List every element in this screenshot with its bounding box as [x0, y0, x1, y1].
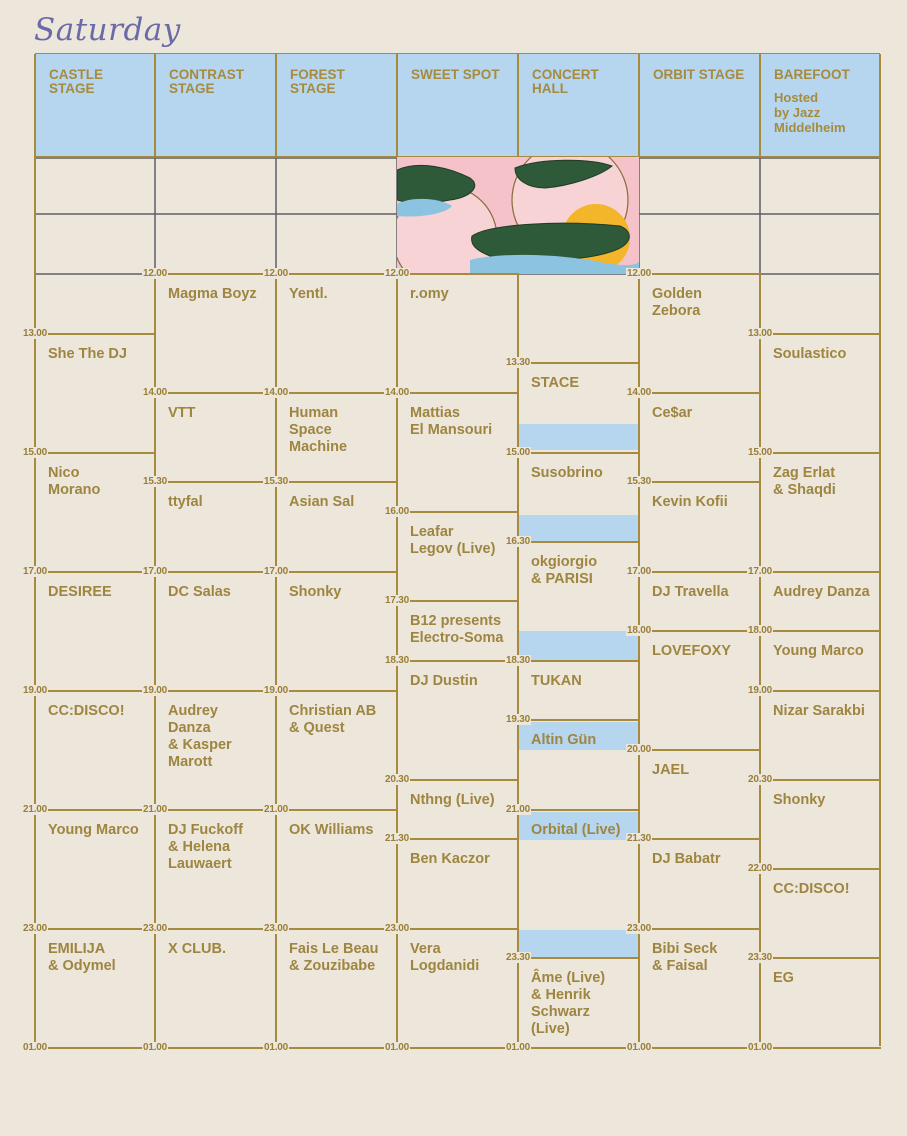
act-dc-salas: DC Salas — [168, 584, 231, 600]
time-label: 21.30 — [627, 833, 652, 844]
stage-header-sweet-spot — [398, 54, 517, 156]
act-zag-erlat-shaqdi: Zag Erlat & Shaqdi — [773, 465, 836, 498]
time-label: 23.00 — [385, 923, 410, 934]
time-label: 15.00 — [23, 447, 48, 458]
act-jael: JAEL — [652, 762, 690, 778]
time-label: 15.30 — [627, 476, 652, 487]
time-label: 21.00 — [506, 804, 531, 815]
act-r-omy: r.omy — [410, 286, 449, 302]
act-dj-babatr: DJ Babatr — [652, 851, 721, 867]
time-label: 15.00 — [506, 447, 531, 458]
act-b12-presents-electro-soma: B12 presents Electro-Soma — [410, 613, 504, 646]
time-label: 21.00 — [143, 804, 168, 815]
stage-name: ORBIT STAGE — [653, 67, 745, 82]
time-label: 17.00 — [264, 566, 289, 577]
act-orbital-live: Orbital (Live) — [531, 822, 621, 838]
sun-over-island-illustration — [393, 142, 639, 290]
time-label: 19.00 — [748, 685, 773, 696]
act-cc-disco: CC:DISCO! — [48, 703, 125, 719]
time-label: 01.00 — [143, 1042, 168, 1053]
act-kevin-kofii: Kevin Kofii — [652, 494, 728, 510]
time-label: 22.00 — [748, 863, 773, 874]
act-susobrino: Susobrino — [531, 465, 603, 481]
time-label: 15.30 — [264, 476, 289, 487]
act-yentl: Yentl. — [289, 286, 328, 302]
stage-name: CASTLE STAGE — [49, 67, 103, 96]
act-x-club: X CLUB. — [168, 941, 226, 957]
stage-header-contrast-stage — [156, 54, 275, 156]
act-dj-dustin: DJ Dustin — [410, 673, 478, 689]
act-audrey-danza: Audrey Danza — [773, 584, 870, 600]
day-title: Saturday — [34, 12, 181, 48]
time-label: 16.30 — [506, 536, 531, 547]
act-emilija-odymel: EMILIJA & Odymel — [48, 941, 116, 974]
time-label: 12.00 — [627, 268, 652, 279]
stage-name: CONTRAST STAGE — [169, 67, 244, 96]
time-label: 12.00 — [385, 268, 410, 279]
time-label: 18.30 — [385, 655, 410, 666]
act-me-live-henrik-schwarz-live: Âme (Live) & Henrik Schwarz (Live) — [531, 970, 606, 1037]
time-label: 23.00 — [264, 923, 289, 934]
time-label: 23.00 — [627, 923, 652, 934]
time-label: 23.00 — [23, 923, 48, 934]
act-ttyfal: ttyfal — [168, 494, 203, 510]
act-nthng-live: Nthng (Live) — [410, 792, 495, 808]
time-label: 21.30 — [385, 833, 410, 844]
act-dj-fuckoff-helena-lauwaert: DJ Fuckoff & Helena Lauwaert — [168, 822, 243, 872]
time-label: 19.00 — [264, 685, 289, 696]
act-nizar-sarakbi: Nizar Sarakbi — [773, 703, 865, 719]
time-label: 14.00 — [143, 387, 168, 398]
time-label: 20.30 — [748, 774, 773, 785]
act-altin-g-n: Altin Gün — [531, 732, 597, 748]
time-label: 17.00 — [23, 566, 48, 577]
time-label: 12.00 — [143, 268, 168, 279]
stage-header-barefoot — [761, 54, 879, 156]
time-label: 14.00 — [264, 387, 289, 398]
act-vtt: VTT — [168, 405, 196, 421]
act-dj-travella: DJ Travella — [652, 584, 729, 600]
time-label: 23.00 — [143, 923, 168, 934]
act-magma-boyz: Magma Boyz — [168, 286, 257, 302]
time-label: 01.00 — [748, 1042, 773, 1053]
stage-header-castle-stage — [36, 54, 154, 156]
time-label: 17.00 — [143, 566, 168, 577]
time-label: 13.00 — [748, 328, 773, 339]
time-label: 20.00 — [627, 744, 652, 755]
act-fais-le-beau-zouzibabe: Fais Le Beau & Zouzibabe — [289, 941, 379, 974]
time-label: 01.00 — [23, 1042, 48, 1053]
time-label: 14.00 — [385, 387, 410, 398]
time-label: 01.00 — [506, 1042, 531, 1053]
time-label: 18.30 — [506, 655, 531, 666]
stage-header-concert-hall — [519, 54, 638, 156]
act-golden-zebora: Golden Zebora — [652, 286, 702, 319]
time-label: 01.00 — [264, 1042, 289, 1053]
act-young-marco: Young Marco — [48, 822, 139, 838]
act-shonky: Shonky — [773, 792, 826, 808]
time-label: 13.30 — [506, 357, 531, 368]
time-label: 01.00 — [385, 1042, 410, 1053]
time-label: 15.00 — [748, 447, 773, 458]
time-label: 18.00 — [748, 625, 773, 636]
time-label: 13.00 — [23, 328, 48, 339]
act-bibi-seck-faisal: Bibi Seck & Faisal — [652, 941, 718, 974]
act-stace: STACE — [531, 375, 580, 391]
stage-name: CONCERT HALL — [532, 67, 599, 96]
act-mattias-el-mansouri: Mattias El Mansouri — [410, 405, 493, 438]
act-vera-logdanidi: Vera Logdanidi — [410, 941, 480, 974]
act-tukan: TUKAN — [531, 673, 582, 689]
time-label: 01.00 — [627, 1042, 652, 1053]
time-label: 15.30 — [143, 476, 168, 487]
act-human-space-machine: Human Space Machine — [289, 405, 348, 455]
time-label: 19.00 — [143, 685, 168, 696]
act-lovefoxy: LOVEFOXY — [652, 643, 731, 659]
time-label: 17.00 — [748, 566, 773, 577]
act-soulastico: Soulastico — [773, 346, 847, 362]
stage-name: FOREST STAGE — [290, 67, 345, 96]
stage-host-note: Hosted by Jazz Middelheim — [774, 90, 846, 135]
act-asian-sal: Asian Sal — [289, 494, 355, 510]
stage-name: SWEET SPOT — [411, 67, 500, 82]
time-label: 21.00 — [264, 804, 289, 815]
stage-header-forest-stage — [277, 54, 396, 156]
time-label: 17.30 — [385, 595, 410, 606]
act-okgiorgio-parisi: okgiorgio & PARISI — [531, 554, 598, 587]
time-label: 19.00 — [23, 685, 48, 696]
act-shonky: Shonky — [289, 584, 342, 600]
act-young-marco: Young Marco — [773, 643, 864, 659]
time-label: 23.30 — [748, 952, 773, 963]
act-nico-morano: Nico Morano — [48, 465, 101, 498]
time-label: 12.00 — [264, 268, 289, 279]
act-ben-kaczor: Ben Kaczor — [410, 851, 490, 867]
act-christian-ab-quest: Christian AB & Quest — [289, 703, 377, 736]
time-label: 16.00 — [385, 506, 410, 517]
time-label: 21.00 — [23, 804, 48, 815]
act-ce-ar: Ce$ar — [652, 405, 693, 421]
time-label: 18.00 — [627, 625, 652, 636]
time-label: 20.30 — [385, 774, 410, 785]
time-label: 14.00 — [627, 387, 652, 398]
act-cc-disco: CC:DISCO! — [773, 881, 850, 897]
act-audrey-danza-kasper-marott: Audrey Danza & Kasper Marott — [168, 703, 232, 770]
act-leafar-legov-live: Leafar Legov (Live) — [410, 524, 496, 557]
time-label: 19.30 — [506, 714, 531, 725]
stage-header-orbit-stage — [640, 54, 759, 156]
act-eg: EG — [773, 970, 794, 986]
time-label: 23.30 — [506, 952, 531, 963]
act-desiree: DESIREE — [48, 584, 112, 600]
stage-name: BAREFOOT — [774, 67, 850, 82]
act-she-the-dj: She The DJ — [48, 346, 127, 362]
act-ok-williams: OK Williams — [289, 822, 374, 838]
time-label: 17.00 — [627, 566, 652, 577]
